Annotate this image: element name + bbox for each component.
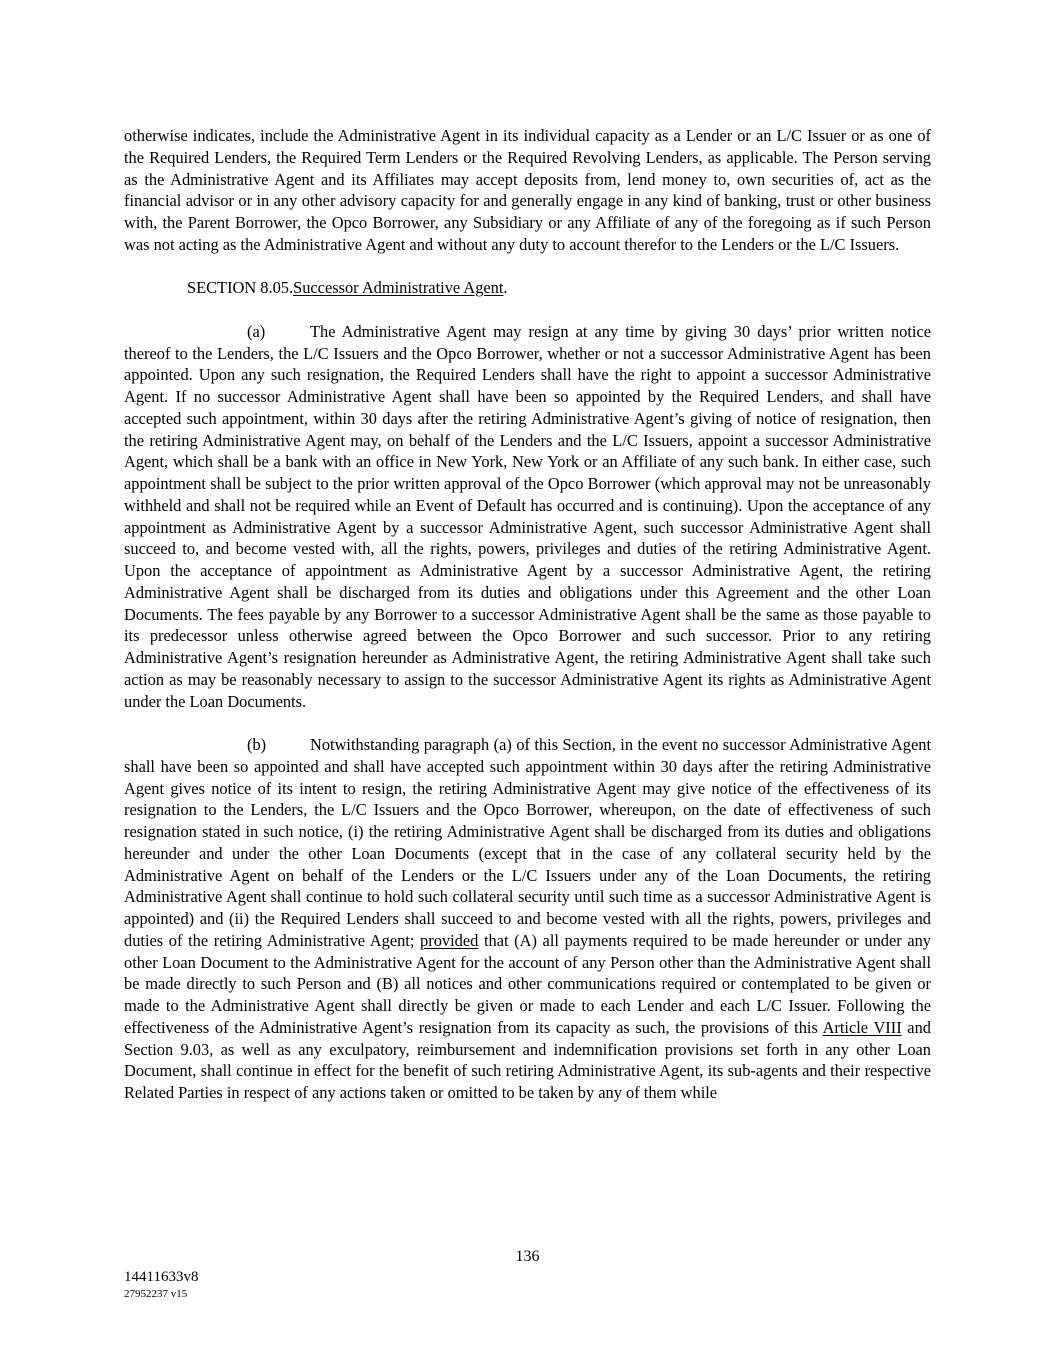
paragraph-b-text-3: and Section 9.03, as well as any exculpatory, reimbursement and indemnification provisions set forth in any other Loan Document, shall continue in effect for the benefit of such retiring Administrative Agent, its sub-agents and their respective Related Parties in respect of any actions taken or omitted to be taken by any of them while — [124, 1017, 931, 1102]
document-id-secondary: 27952237 v15 — [124, 1288, 188, 1300]
provided-term: provided — [420, 930, 479, 950]
paragraph-a — [124, 321, 931, 713]
document-id: 14411633v8 — [124, 1269, 199, 1285]
paragraph-b-text-1: Notwithstanding paragraph (a) of this Section, in the event no successor Administrative Agent shall have been so appointed and shall have accepted such appointment within 30 days after the retiring Administrative Agent gives notice of its intent to resign, the retiring Administrative Agent may give notice of the effectiveness of its resignation to the Lenders, the L/C Issuers and the Opco Borrower, whereupon, on the date of effectiveness of such resignation stated in such notice, (i) the retiring Administrative Agent shall be discharged from its duties and obligations hereunder and under the other Loan Documents (except that in the case of any collateral security held by the Administrative Agent on behalf of the Lenders or the L/C Issuers under any of the Loan Documents, the retiring Administrative Agent shall continue to hold such collateral security until such time as a successor Administrative Agent is appointed) and (ii) the Required Lenders shall succeed to and become vested with all the rights, powers, privileges and duties of the retiring Administrative Agent; — [124, 735, 931, 950]
paragraph-a-text: The Administrative Agent may resign at any time by giving 30 days’ prior written notice thereof to the Lenders, the L/C Issuers and the Opco Borrower, whether or not a successor Administrative Agent has been appointed. Upon any such resignation, the Required Lenders shall have the right to appoint a successor Administrative Agent. If no successor Administrative Agent shall have been so appointed by the Required Lenders, and shall have accepted such appointment, within 30 days after the retiring Administrative Agent’s giving of notice of resignation, then the retiring Administrative Agent may, on behalf of the Lenders and the L/C Issuers, appoint a successor Administrative Agent, which shall be a bank with an office in New York, New York or an Affiliate of any such bank. In either case, such appointment shall be subject to the prior written approval of the Opco Borrower (which approval may not be unreasonably withheld and shall not be required while an Event of Default has occurred and is continuing). Upon the acceptance of any appointment as Administrative Agent by a successor Administrative Agent, such successor Administrative Agent shall succeed to, and become vested with, all the rights, powers, privileges and duties of the retiring Administrative Agent. Upon the acceptance of appointment as Administrative Agent by a successor Administrative Agent, the retiring Administrative Agent shall be discharged from its duties and obligations under this Agreement and the other Loan Documents. The fees payable by any Borrower to a successor Administrative Agent shall be the same as those payable to its predecessor unless otherwise agreed between the Opco Borrower and such successor. Prior to any retiring Administrative Agent’s resignation hereunder as Administrative Agent, the retiring Administrative Agent shall take such action as may be reasonably necessary to assign to the successor Administrative Agent its rights as Administrative Agent under the Loan Documents. — [124, 321, 931, 711]
section-heading — [124, 277, 931, 299]
article-reference: Article VIII — [822, 1017, 902, 1037]
paragraph-b-label: (b) — [247, 735, 267, 754]
document-body — [124, 125, 931, 1126]
section-title: Successor Administrative Agent — [293, 278, 504, 298]
paragraph-a-label: (a) — [247, 321, 266, 341]
section-number: SECTION 8.05. — [187, 278, 294, 298]
paragraph-continuation: otherwise indicates, include the Administrative Agent in its individual capacity as a Lender or an L/C Issuer or as one of the Required Lenders, the Required Term Lenders or the Required Revolving Lenders, as applicable. The Person serving as the Administrative Agent and its Affiliates may accept deposits from, lend money to, own securities of, act as the financial advisor or in any other advisory capacity for and generally engage in any kind of banking, trust or other business with, the Parent Borrower, the Opco Borrower, any Subsidiary or any Affiliate of any of the foregoing as if such Person was not acting as the Administrative Agent and without any duty to account therefor to the Lenders or the L/C Issuers. — [124, 126, 931, 254]
section-period: . — [503, 278, 508, 298]
paragraph-b — [124, 734, 931, 1104]
paragraph-b-text-2: that (A) all payments required to be made hereunder or under any other Loan Document to the Administrative Agent for the account of any Person other than the Administrative Agent shall be made directly to such Person and (B) all notices and other communications required or contemplated to be given or made to the Administrative Agent shall directly be given or made to each Lender and each L/C Issuer. Following the effectiveness of the Administrative Agent’s resignation from its capacity as such, the provisions of this — [124, 930, 931, 1037]
page-number: 136 — [515, 1248, 540, 1265]
